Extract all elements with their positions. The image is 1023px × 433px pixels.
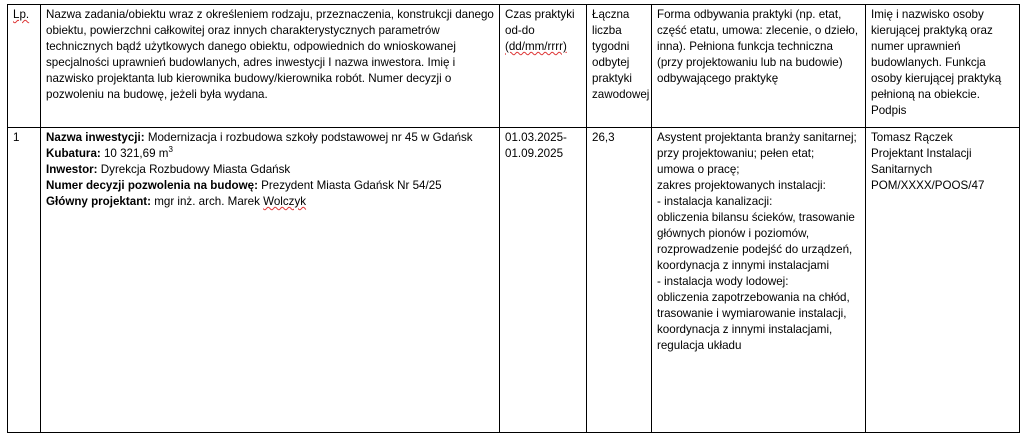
supervisor-license: POM/XXXX/POOS/47 <box>871 179 985 192</box>
investor-line <box>46 162 494 178</box>
cubature-line <box>46 146 494 162</box>
header-time-label: Czas praktyki od-do <box>505 8 575 37</box>
form-line: obliczenia bilansu ścieków, trasowanie głównych pionów i poziomów, rozprowadzenie podejść do urządzeń, koordynacja z innymi instalacjami <box>657 211 855 272</box>
designer-surname: Wolczyk <box>263 195 307 208</box>
header-form-text: Forma odbywania praktyki (np. etat, część etatu, umowa: zlecenie, o dzieło, inna). Pełniona funkcja techniczna (przy projektowaniu lub na budowie) odbywającego praktykę <box>657 8 859 85</box>
supervisor-function: Projektant Instalacji Sanitarnych <box>871 147 972 176</box>
permit-value: Prezydent Miasta Gdańsk Nr 54/25 <box>257 179 442 192</box>
designer-line <box>46 194 494 210</box>
form-line: - instalacja kanalizacji: <box>657 195 773 208</box>
row-weeks-text: 26,3 <box>592 131 615 144</box>
header-supervisor-text: Imię i nazwisko osoby kierującej praktyką oraz numer uprawnień budowlanych. Funkcja osoby kierującej praktyką pełnioną na obiekcie. Podpis <box>871 8 1002 117</box>
row-form <box>652 128 866 433</box>
header-lp <box>8 5 41 128</box>
row-supervisor <box>866 128 1020 433</box>
date-to: 01.09.2025 <box>505 147 564 160</box>
investment-value: Modernizacja i rozbudowa szkoły podstawowej nr 45 w Gdańsk <box>144 131 473 144</box>
table-row <box>8 128 1020 433</box>
row-task <box>41 128 500 433</box>
header-time-format: (dd/mm/rrrr) <box>505 40 567 53</box>
header-time <box>500 5 587 128</box>
practice-log-table <box>7 4 1020 433</box>
permit-label: Numer decyzji pozwolenia na budowę: <box>46 179 258 192</box>
permit-line <box>46 178 494 194</box>
form-line: zakres projektowanych instalacji: <box>657 179 826 192</box>
date-from: 01.03.2025- <box>505 131 567 144</box>
form-line: Asystent projektanta branży sanitarnej; <box>657 131 857 144</box>
form-line: umowa o pracę; <box>657 163 740 176</box>
row-weeks <box>587 128 652 433</box>
designer-value: mgr inż. arch. Marek <box>151 195 264 208</box>
supervisor-name: Tomasz Rączek <box>871 131 953 144</box>
cubature-value: 10 321,69 m <box>100 147 169 160</box>
investor-label: Inwestor: <box>46 163 98 176</box>
header-task-text: Nazwa zadania/obiektu wraz z określeniem rodzaju, przeznaczenia, konstrukcji danego obiektu, powierzchni całkowitej oraz innych charakterystycznych parametrów technicznych bądź użytkowych danego obiektu, odpowiednich do wnioskowanej specjalności uprawnień budowlanych, adres inwestycji I nazwa inwestora. Imię i nazwisko projektanta lub kierownika budowy/kierownika robót. Numer decyzji o pozwoleniu na budowę, jeżeli była wydana. <box>46 8 494 101</box>
designer-label: Główny projektant: <box>46 195 151 208</box>
form-line: obliczenia zapotrzebowania na chłód, trasowanie i wymiarowanie instalacji, koordynacja z innymi instalacjami, regulacja układu <box>657 291 850 352</box>
header-lp-text: Lp. <box>13 8 30 21</box>
header-form <box>652 5 866 128</box>
cubature-label: Kubatura: <box>46 147 101 160</box>
row-time <box>500 128 587 433</box>
cubature-unit-sup: 3 <box>168 145 173 155</box>
row-lp <box>8 128 41 433</box>
header-weeks-text: Łączna liczba tygodni odbytej praktyki zawodowej <box>592 8 650 101</box>
investor-value: Dyrekcja Rozbudowy Miasta Gdańsk <box>97 163 291 176</box>
header-task <box>41 5 500 128</box>
row-lp-text: 1 <box>13 131 20 144</box>
investment-line <box>46 130 494 146</box>
form-line: przy projektowaniu; pełen etat; <box>657 147 815 160</box>
form-line: - instalacja wody lodowej: <box>657 275 789 288</box>
investment-label: Nazwa inwestycji: <box>46 131 145 144</box>
header-supervisor <box>866 5 1020 128</box>
table-header-row <box>8 5 1020 128</box>
header-weeks <box>587 5 652 128</box>
